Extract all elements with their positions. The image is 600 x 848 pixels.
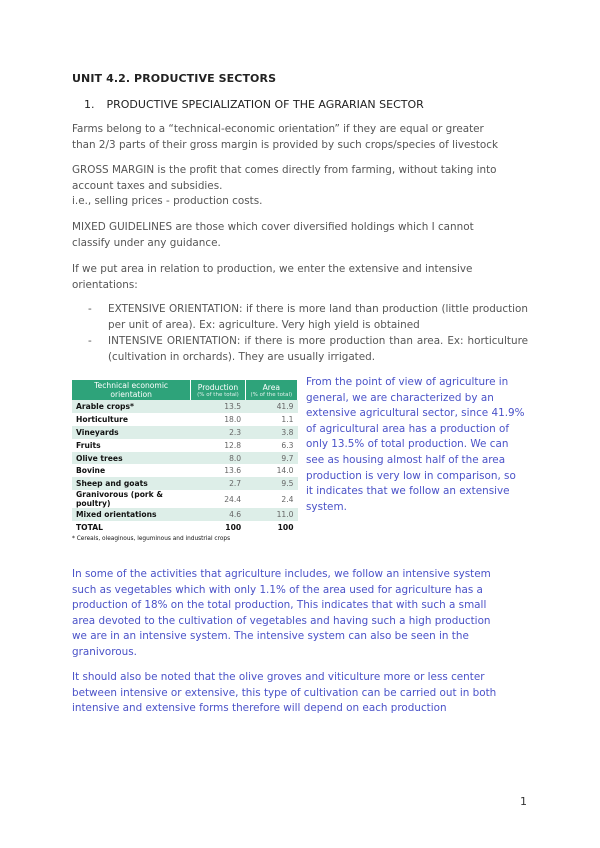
text-line: intensive and extensive forms therefore will depend on each production (72, 702, 447, 715)
list-item-text: EXTENSIVE ORIENTATION: if there is more land than production (little production per unit of area). Ex: agriculture. Very high yield is obtained (108, 303, 528, 331)
area-value: 41.9 (245, 400, 297, 413)
text-line: If we put area in relation to production, we enter the extensive and intensive (72, 263, 473, 275)
production-value: 13.6 (191, 464, 245, 477)
column-header-production (191, 380, 245, 400)
table-row (72, 490, 298, 508)
orientation-table (72, 380, 298, 542)
paragraph-olive-viticulture (72, 670, 528, 717)
area-value: 1.1 (245, 413, 297, 426)
page-number: 1 (520, 795, 527, 808)
text-line: It should also be noted that the olive groves and viticulture more or less center (72, 671, 485, 683)
production-value: 24.4 (191, 490, 245, 508)
row-label: Granivorous (pork & poultry) (72, 490, 191, 508)
paragraph-orientation-definition (72, 122, 528, 153)
section-heading (84, 98, 424, 111)
production-value: 13.5 (191, 400, 245, 413)
text-line: account taxes and subsidies. (72, 179, 223, 192)
column-header-orientation (72, 380, 191, 400)
text-line: granivorous. (72, 645, 137, 658)
production-value: 2.7 (191, 477, 245, 490)
production-value: 18.0 (191, 413, 245, 426)
orientation-list (88, 302, 528, 366)
table-header-row (72, 380, 298, 400)
table-row (72, 464, 298, 477)
column-header-label: Technical economic orientation (94, 381, 169, 399)
table-row (72, 426, 298, 439)
table-row (72, 413, 298, 426)
text-line: system. (306, 500, 347, 513)
area-value: 9.5 (245, 477, 297, 490)
section-title: PRODUCTIVE SPECIALIZATION OF THE AGRARIAN SECTOR (106, 98, 424, 111)
row-label: Olive trees (72, 452, 191, 465)
production-value: 8.0 (191, 452, 245, 465)
analysis-side-text (306, 375, 528, 515)
text-line: general, we are characterized by an (306, 391, 494, 404)
list-item-text: INTENSIVE ORIENTATION: if there is more production than area. Ex: horticulture (cultivation in orchards). They are usually irrigated. (108, 335, 528, 363)
row-label: TOTAL (72, 521, 191, 534)
text-line: area devoted to the cultivation of vegetables and having such a high production (72, 614, 491, 627)
area-total: 100 (245, 521, 297, 534)
production-total: 100 (191, 521, 245, 534)
production-value: 2.3 (191, 426, 245, 439)
text-line: such as vegetables which with only 1.1% of the area used for agriculture has a (72, 583, 483, 596)
row-label: Horticulture (72, 413, 191, 426)
column-header-label: Production (197, 382, 239, 392)
column-header-unit: (% of the total) (250, 391, 293, 398)
list-item-intensive (88, 334, 528, 365)
text-line: than 2/3 parts of their gross margin is provided by such crops/species of livestock (72, 138, 498, 151)
text-line: production of 18% on the total production, This indicates that with such a small (72, 599, 487, 612)
text-line: see as housing almost half of the area (306, 453, 506, 466)
table-row (72, 508, 298, 521)
table-row (72, 452, 298, 465)
row-label: Arable crops* (72, 400, 191, 413)
unit-title: UNIT 4.2. PRODUCTIVE SECTORS (72, 72, 277, 85)
paragraph-area-production (72, 262, 528, 293)
section-number: 1. (84, 98, 95, 111)
row-label: Fruits (72, 439, 191, 452)
area-value: 11.0 (245, 508, 297, 521)
text-line: we are in an intensive system. The intensive system can also be seen in the (72, 630, 469, 643)
table-footnote: * Cereals, oleaginous, leguminous and industrial crops (72, 536, 231, 543)
table-row (72, 439, 298, 452)
list-item-extensive (88, 302, 528, 333)
area-value: 6.3 (245, 439, 297, 452)
area-value: 14.0 (245, 464, 297, 477)
text-line: production is very low in comparison, so (306, 469, 516, 482)
column-header-unit: (% of the total) (197, 391, 239, 398)
text-line: From the point of view of agriculture in (306, 376, 509, 388)
text-line: orientations: (72, 278, 138, 291)
area-value: 9.7 (245, 452, 297, 465)
bullet-dash: - (88, 303, 92, 315)
text-line: Farms belong to a “technical-economic orientation” if they are equal or greater (72, 123, 484, 135)
text-line: extensive agricultural sector, since 41.9% (306, 407, 525, 420)
paragraph-intensive-analysis (72, 567, 528, 661)
text-line: it indicates that we follow an extensive (306, 485, 510, 498)
table-row (72, 477, 298, 490)
paragraph-mixed-guidelines (72, 220, 528, 251)
bullet-dash: - (88, 335, 92, 348)
text-line: classify under any guidance. (72, 236, 221, 249)
row-label: Sheep and goats (72, 477, 191, 490)
area-value: 3.8 (245, 426, 297, 439)
text-line: i.e., selling prices - production costs. (72, 195, 263, 208)
row-label: Mixed orientations (72, 508, 191, 521)
table-total-row (72, 521, 298, 534)
production-value: 4.6 (191, 508, 245, 521)
text-line: only 13.5% of total production. We can (306, 438, 509, 451)
text-line: GROSS MARGIN is the profit that comes directly from farming, without taking into (72, 164, 497, 176)
text-line: of agricultural area has a production of (306, 422, 510, 435)
area-value: 2.4 (245, 490, 297, 508)
text-line: MIXED GUIDELINES are those which cover diversified holdings which I cannot (72, 221, 474, 233)
column-header-area (245, 380, 297, 400)
text-line: between intensive or extensive, this type of cultivation can be carried out in both (72, 686, 497, 699)
table-row (72, 400, 298, 413)
production-value: 12.8 (191, 439, 245, 452)
row-label: Vineyards (72, 426, 191, 439)
row-label: Bovine (72, 464, 191, 477)
text-line: In some of the activities that agriculture includes, we follow an intensive system (72, 568, 491, 580)
column-header-label: Area (262, 382, 281, 392)
paragraph-gross-margin (72, 163, 528, 210)
